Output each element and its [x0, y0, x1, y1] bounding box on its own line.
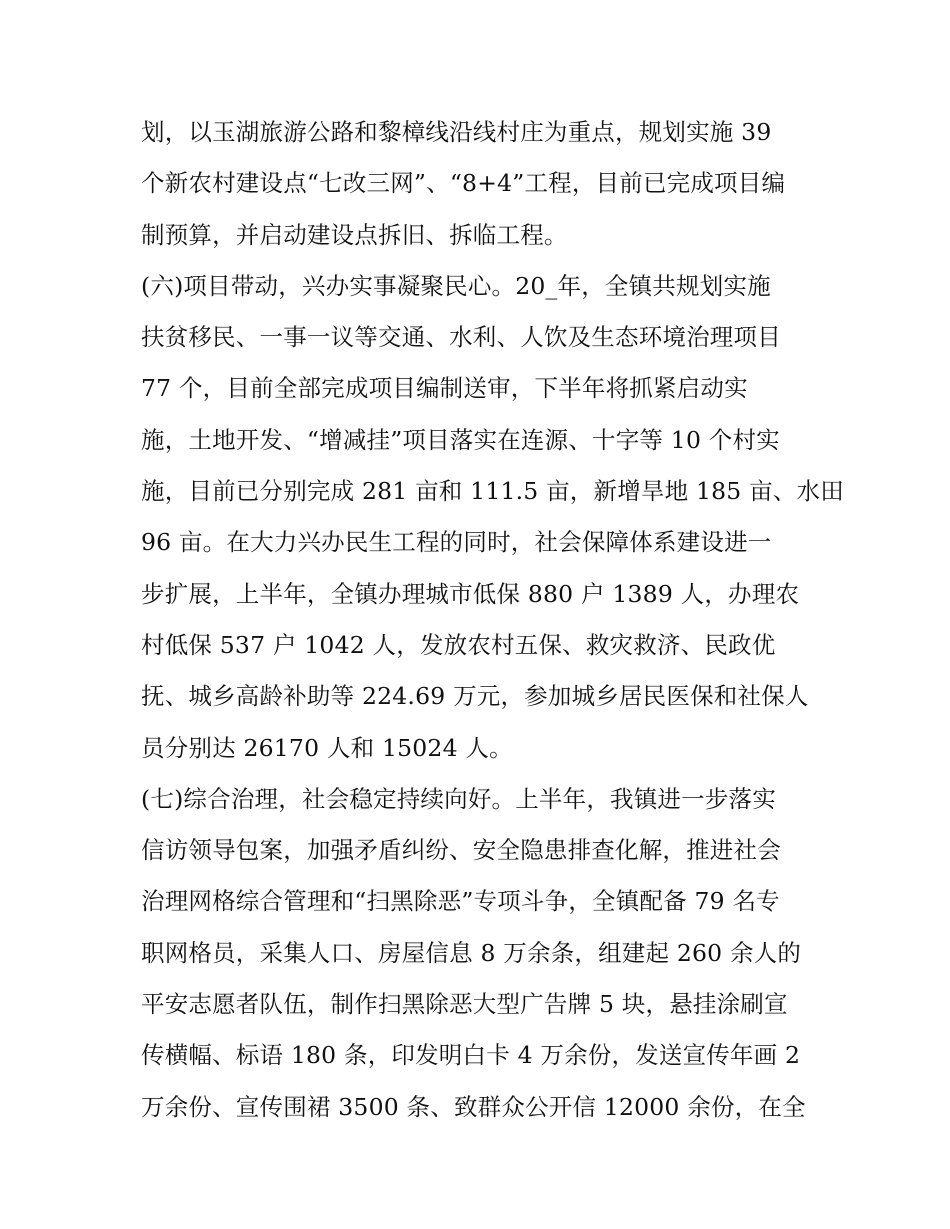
text-line: 平安志愿者队伍，制作扫黑除恶大型广告牌 5 块，悬挂涂刷宣	[141, 990, 788, 1019]
text-line: 治理网格综合管理和“扫黑除恶”专项斗争，全镇配备 79 名专	[141, 887, 780, 916]
text-line: 个新农村建设点“七改三网”、“8+4”工程，目前已完成项目编	[141, 169, 786, 198]
text-line: 施，目前已分别完成 281 亩和 111.5 亩，新增旱地 185 亩、水田	[141, 477, 844, 506]
text-line: 77 个，目前全部完成项目编制送审，下半年将抓紧启动实	[141, 374, 748, 403]
text-line: 信访领导包案，加强矛盾纠纷、安全隐患排查化解，推进社会	[141, 836, 781, 865]
text-line: 职网格员，采集人口、房屋信息 8 万余条，组建起 260 余人的	[141, 938, 802, 967]
text-line: 制预算，并启动建设点拆旧、拆临工程。	[141, 220, 568, 249]
section-heading-line: (七)综合治理，社会稳定持续向好。上半年，我镇进一步落实	[141, 784, 776, 813]
text-line: 抚、城乡高龄补助等 224.69 万元，参加城乡居民医保和社保人	[141, 682, 809, 711]
text-line: 员分别达 26170 人和 15024 人。	[141, 733, 513, 762]
text-line: 施，土地开发、“增减挂”项目落实在连源、十字等 10 个村实	[141, 425, 780, 454]
text-line: 96 亩。在大力兴办民生工程的同时，社会保障体系建设进一	[141, 528, 772, 557]
text-line: 划，以玉湖旅游公路和黎樟线沿线村庄为重点，规划实施 39	[141, 118, 772, 146]
document-body	[141, 107, 844, 1133]
text-line: 扶贫移民、一事一议等交通、水利、人饮及生态环境治理项目	[141, 323, 781, 352]
text-line: 步扩展，上半年，全镇办理城市低保 880 户 1389 人，办理农	[141, 579, 800, 608]
text-line: 万余份、宣传围裙 3500 条、致群众公开信 12000 余份，在全	[141, 1092, 806, 1121]
text-line: 传横幅、标语 180 条，印发明白卡 4 万余份，发送宣传年画 2	[141, 1041, 801, 1070]
text-line: 村低保 537 户 1042 人，发放农村五保、救灾救济、民政优	[141, 630, 776, 659]
section-heading-line: (六)项目带动，兴办实事凝聚民心。20_年，全镇共规划实施	[141, 271, 771, 300]
